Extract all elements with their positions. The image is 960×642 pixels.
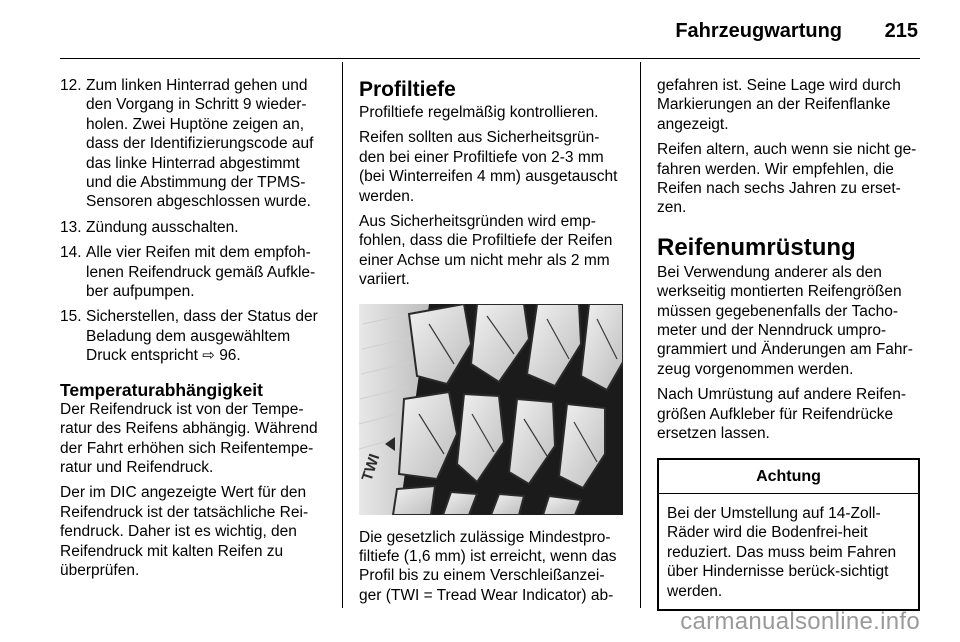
paragraph: gefahren ist. Seine Lage wird durch Markierungen an der Reifenflanke angezeigt. (657, 77, 901, 133)
column-right (657, 76, 920, 611)
warning-body: Bei der Umstellung auf 14-Zoll-Räder wird die Bodenfrei-heit reduziert. Das muss beim Fahren über Hindernisse berück-sichtigt werden. (667, 504, 897, 600)
section-heading-profiltiefe: Profiltiefe (359, 78, 456, 101)
section-heading-temperature: Temperaturabhängigkeit (60, 379, 263, 400)
paragraph: Aus Sicherheitsgründen wird emp-fohlen, dass die Profiltiefe der Reifen einer Achse um nicht mehr als 2 mm variiert. (359, 213, 613, 289)
section-heading-reifenumruestung: Reifenumrüstung (657, 233, 856, 261)
tire-tread-illustration (359, 304, 623, 515)
page-header (60, 18, 920, 59)
list-item (60, 218, 326, 237)
list-item (60, 307, 326, 365)
paragraph: Profiltiefe regelmäßig kontrollieren. (359, 104, 599, 121)
figure-caption: Die gesetzlich zulässige Mindestpro-filtiefe (1,6 mm) ist erreicht, wenn das Profil bis zu einem Verschleißanzei-ger (TWI = Tread Wear Indicator) ab- (359, 528, 617, 604)
step-text: Sicherstellen, dass der Status der Beladung dem ausgewähltem Druck entspricht (86, 308, 318, 365)
column-left (60, 76, 326, 586)
tire-tread-image (359, 304, 623, 515)
paragraph: Bei Verwendung anderer als den werkseitig montierten Reifengrößen müssen gegebenenfalls der Tacho-meter und der Nenndruck umpro-grammiert und Änderungen am Fahr-zeug vorgenommen werden. (657, 263, 913, 378)
step-text: Alle vier Reifen mit dem empfoh-lenen Reifendruck gemäß Aufkle-ber aufpumpen. (86, 244, 316, 301)
step-number: 15. (60, 308, 82, 326)
column-middle (359, 78, 623, 611)
cross-reference-link[interactable]: 96. (219, 347, 241, 365)
list-item (60, 76, 326, 212)
step-number: 14. (60, 244, 82, 262)
step-number: 12. (60, 77, 82, 94)
paragraph: Reifen sollten aus Sicherheitsgrün-den bei einer Profiltiefe von 2-3 mm (bei Winterreifen 4 mm) ausgetauscht werden. (359, 129, 618, 205)
column-divider (640, 62, 641, 608)
page-title: Fahrzeugwartung (675, 20, 842, 42)
warning-title: Achtung (659, 460, 918, 494)
column-divider (342, 62, 343, 608)
paragraph: Der im DIC angezeigte Wert für den Reifendruck ist der tatsächliche Rei-fendruck. Daher ist es wichtig, den Reifendruck mit kalten Reifen zu überprüfen. (60, 484, 309, 579)
step-text: Zündung ausschalten. (86, 218, 239, 236)
paragraph: Nach Umrüstung auf andere Reifen-größen Aufkleber für Reifendrücke ersetzen lassen. (657, 386, 906, 443)
step-text: Zum linken Hinterrad gehen und den Vorgang in Schritt 9 wieder-holen. Zwei Huptöne zeigen an, dass der Identifizierungscode auf das linke Hinterrad abgestimmt und die Abstimmung der TPMS-Sensoren abgeschlossen wurde. (86, 77, 314, 211)
watermark: carmanualsonline.info (680, 608, 920, 635)
warning-box (657, 458, 920, 611)
step-list (60, 76, 326, 366)
cross-reference-arrow-icon: ⇨ (202, 347, 215, 365)
paragraph: Reifen altern, auch wenn sie nicht ge-fahren werden. Wir empfehlen, die Reifen nach sechs Jahren zu erset-zen. (657, 141, 917, 217)
step-number: 13. (60, 218, 82, 236)
list-item (60, 243, 326, 301)
twi-label: TWI (359, 451, 384, 483)
page-number: 215 (884, 20, 918, 42)
paragraph: Der Reifendruck ist von der Tempe-ratur des Reifens abhängig. Während der Fahrt erhöhen sich Reifentempe-ratur und Reifendruck. (60, 400, 318, 476)
